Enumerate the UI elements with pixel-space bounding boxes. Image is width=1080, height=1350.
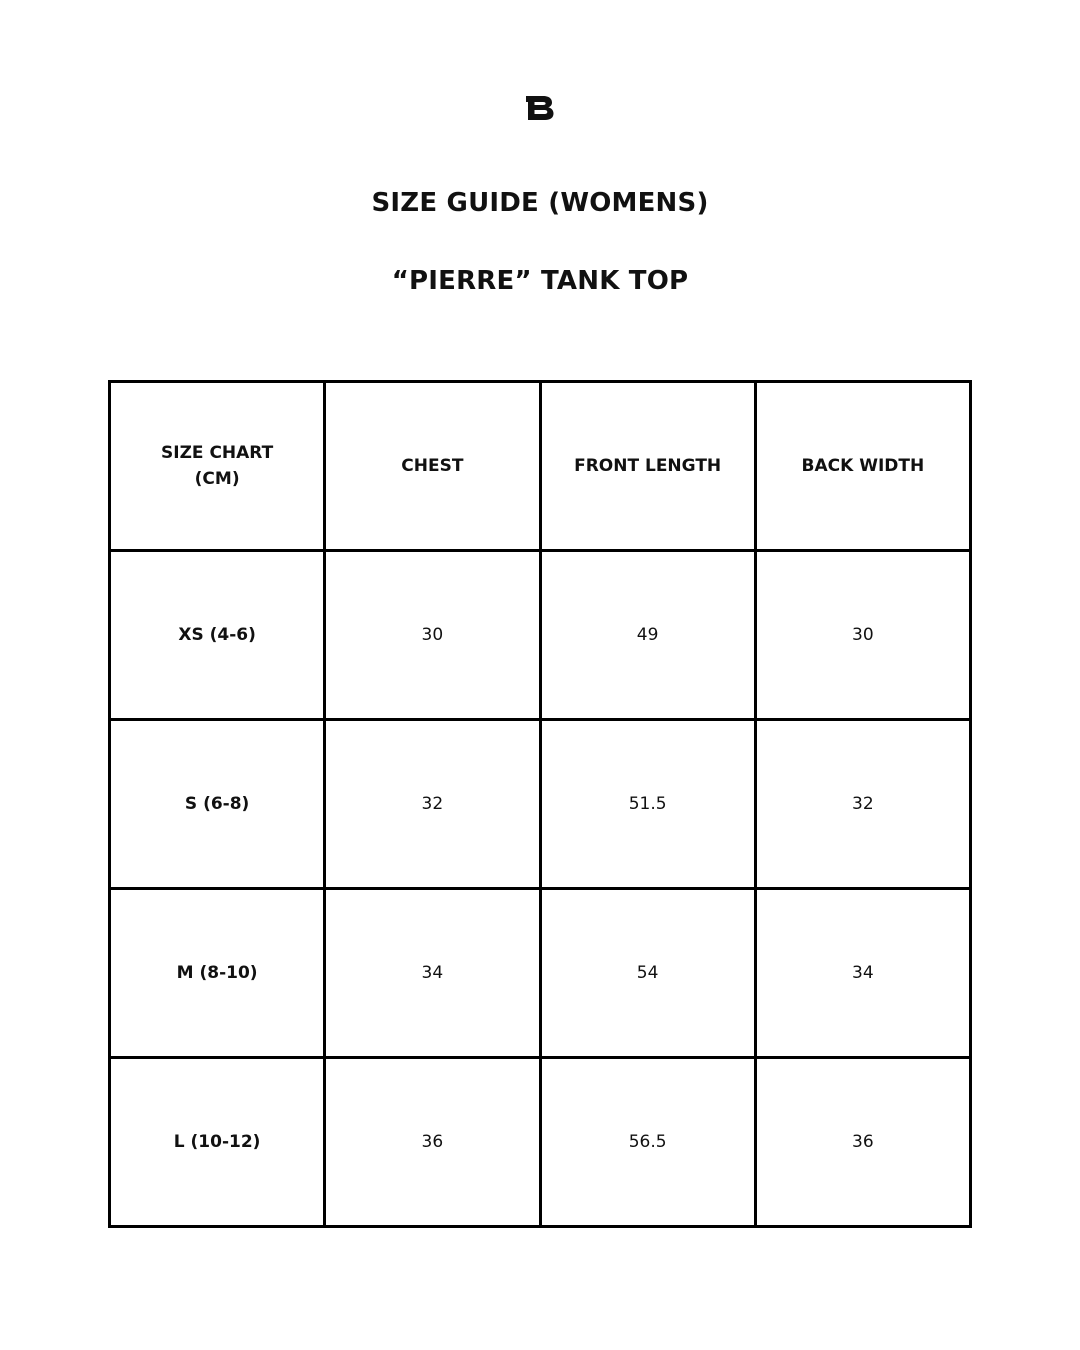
- table-row: [110, 1058, 971, 1227]
- size-cell: M (8-10): [110, 889, 325, 1058]
- size-cell: S (6-8): [110, 720, 325, 889]
- back-width-cell: 30: [755, 551, 970, 720]
- size-cell: XS (4-6): [110, 551, 325, 720]
- front-length-cell: 51.5: [540, 720, 755, 889]
- front-length-cell: 54: [540, 889, 755, 1058]
- header-chest: CHEST: [325, 382, 540, 551]
- chest-cell: 32: [325, 720, 540, 889]
- page-title: SIZE GUIDE (WOMENS): [371, 188, 709, 218]
- back-width-cell: 32: [755, 720, 970, 889]
- back-width-cell: 34: [755, 889, 970, 1058]
- size-cell: L (10-12): [110, 1058, 325, 1227]
- chest-cell: 30: [325, 551, 540, 720]
- brand-logo: [524, 92, 556, 124]
- table-row: [110, 720, 971, 889]
- size-chart-table: [108, 380, 972, 1228]
- header-size-chart: SIZE CHART (CM): [110, 382, 325, 551]
- chest-cell: 36: [325, 1058, 540, 1227]
- table-row: [110, 889, 971, 1058]
- header-back-width: BACK WIDTH: [755, 382, 970, 551]
- brand-b-logo-icon: [524, 92, 556, 124]
- header-front-length: FRONT LENGTH: [540, 382, 755, 551]
- chest-cell: 34: [325, 889, 540, 1058]
- table-row: [110, 551, 971, 720]
- table-header-row: [110, 382, 971, 551]
- front-length-cell: 49: [540, 551, 755, 720]
- back-width-cell: 36: [755, 1058, 970, 1227]
- front-length-cell: 56.5: [540, 1058, 755, 1227]
- product-title: “PIERRE” TANK TOP: [391, 266, 689, 296]
